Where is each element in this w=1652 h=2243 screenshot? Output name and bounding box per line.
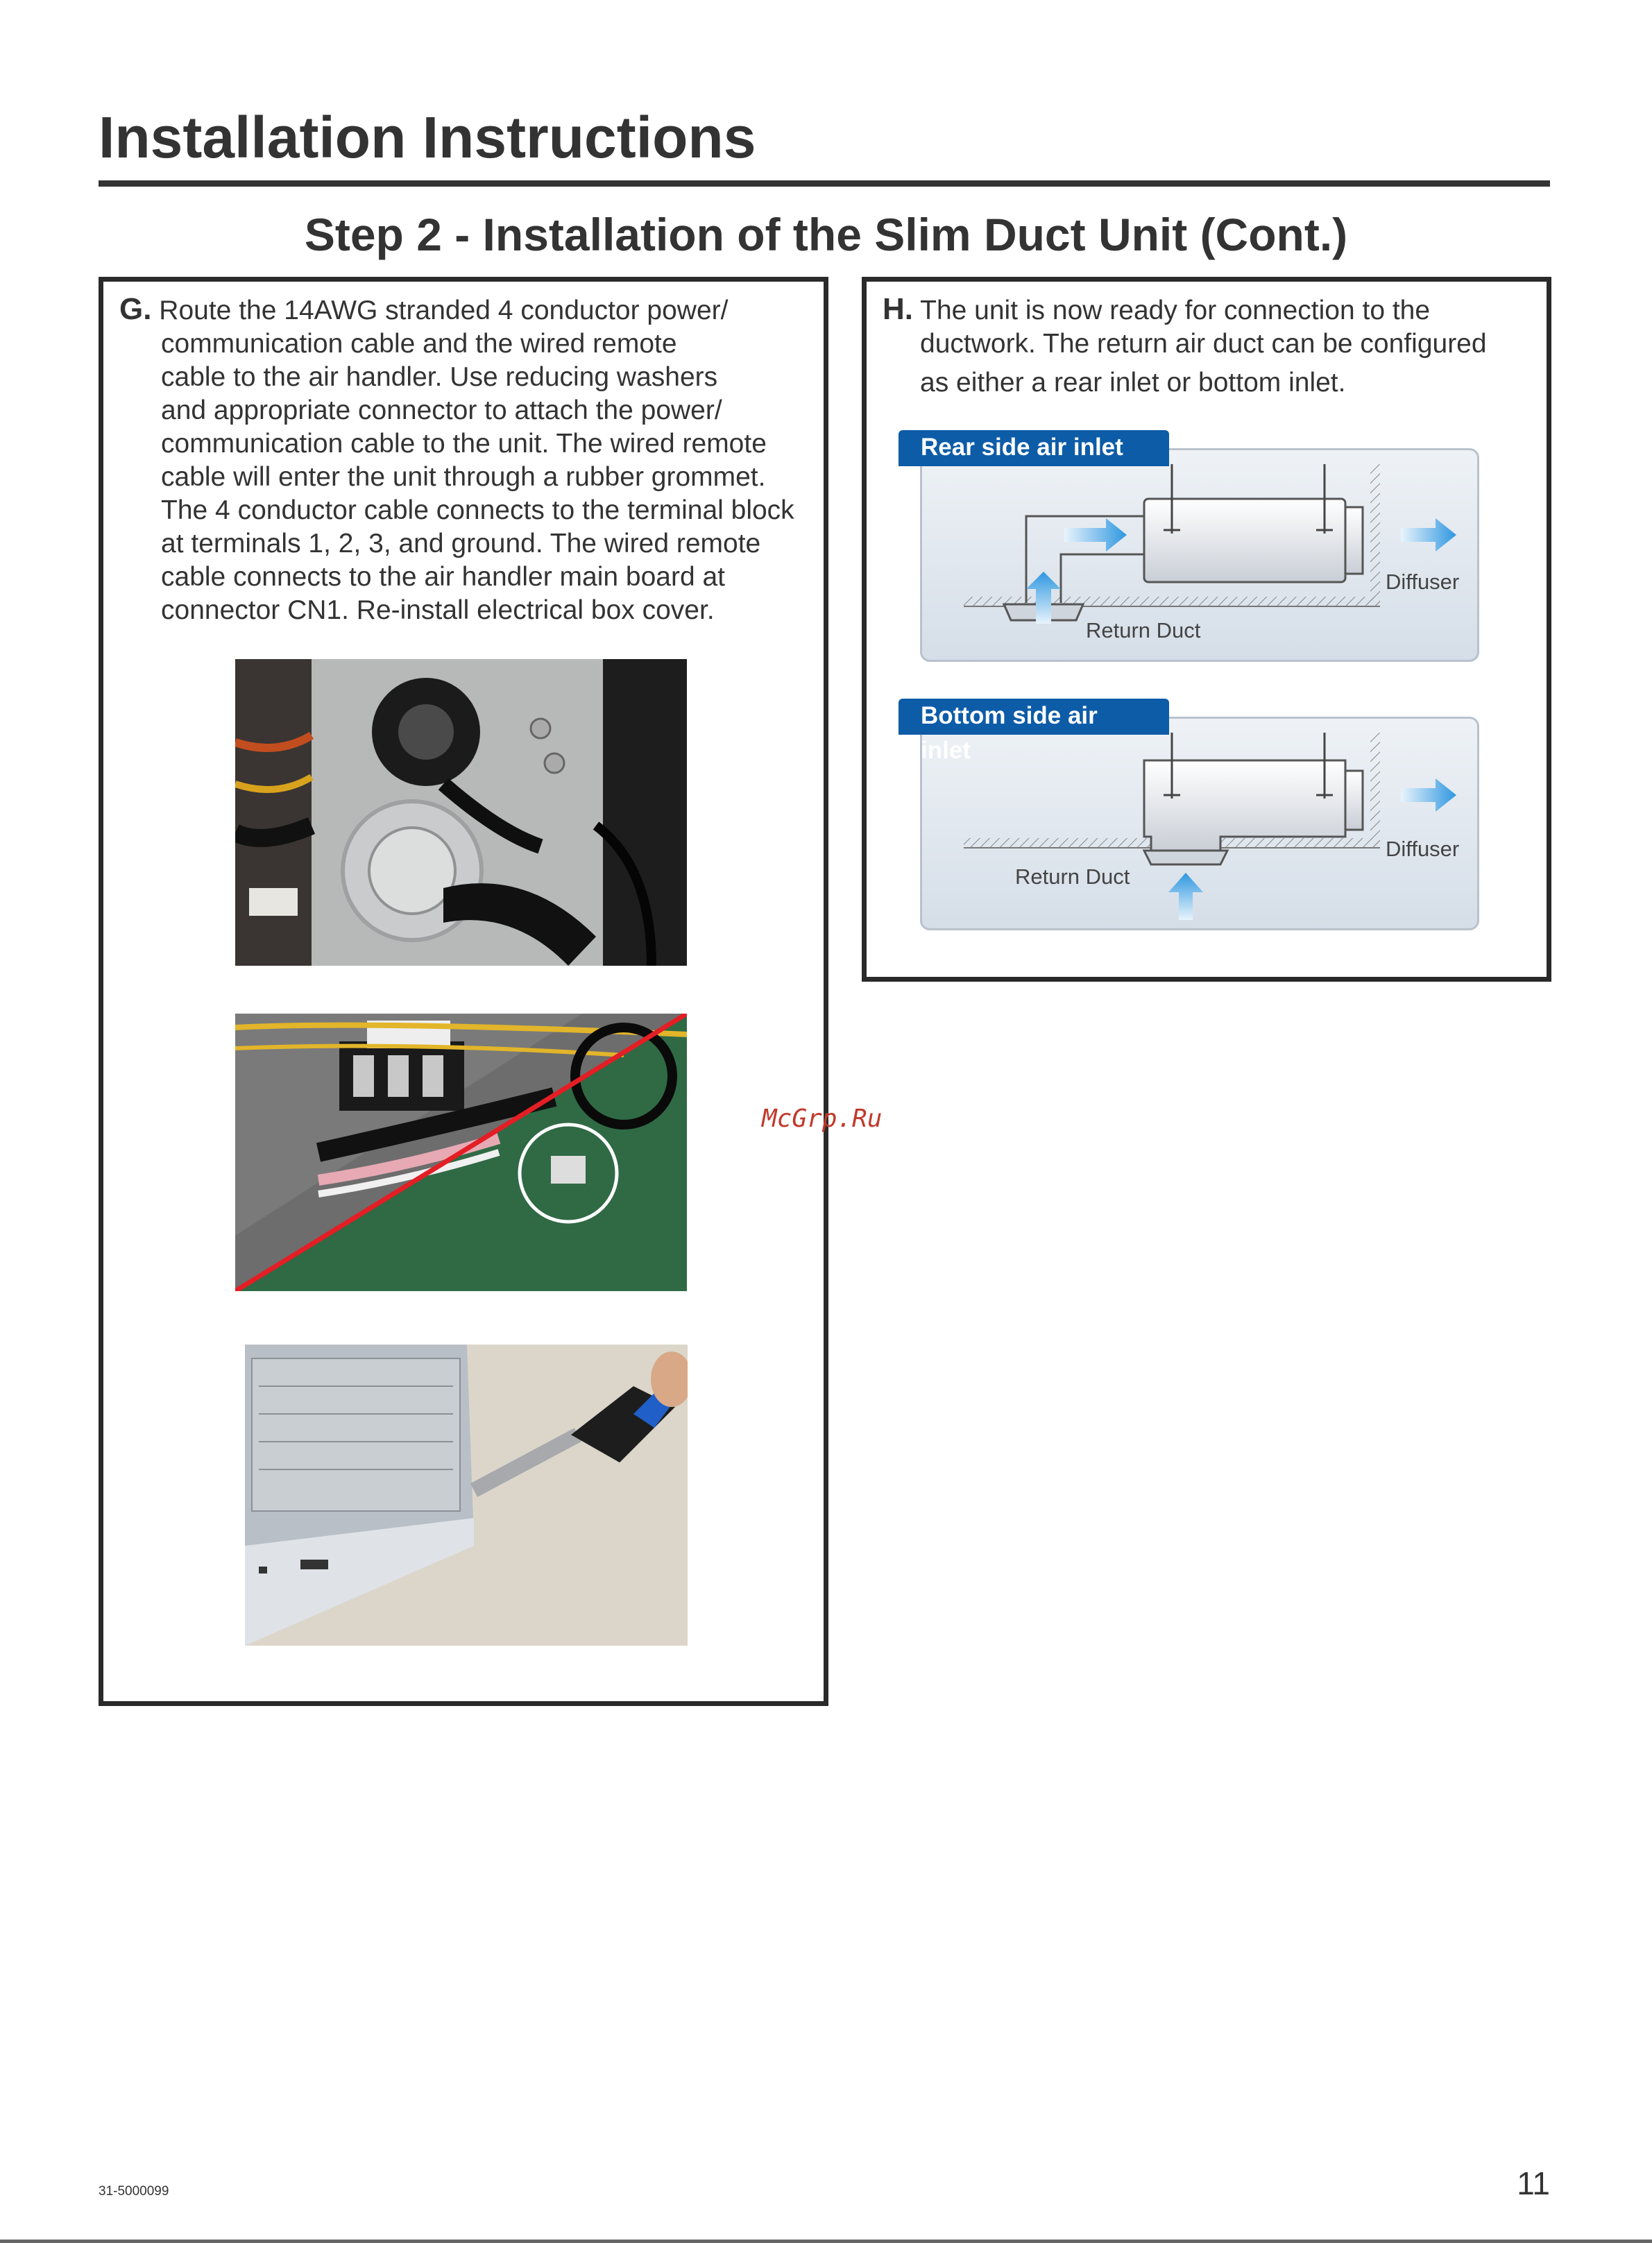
- section-g-line: and appropriate connector to attach the power/: [161, 395, 722, 425]
- page-number: 11: [1517, 2165, 1550, 2201]
- section-g-letter: G.: [119, 292, 152, 326]
- section-h-line: ductwork. The return air duct can be configured: [920, 329, 1487, 359]
- electrical-box-cover-photo: [245, 1345, 688, 1646]
- section-g-line: communication cable and the wired remote: [161, 329, 677, 359]
- terminal-block-photo: [235, 1014, 687, 1291]
- section-h-text: [883, 293, 1535, 400]
- watermark-text: McGrp.Ru: [762, 1105, 883, 1133]
- diffuser-label: Diffuser: [1386, 570, 1460, 594]
- bottom-divider: [0, 2240, 1652, 2243]
- document-code: 31-5000099: [99, 2184, 169, 2199]
- section-h-first-line: The unit is now ready for connection to the: [920, 296, 1431, 325]
- step-title: Step 2 - Installation of the Slim Duct Unit (Cont.): [304, 209, 1348, 260]
- bottom-inlet-diagram: [920, 717, 1479, 930]
- header-divider: [99, 180, 1550, 187]
- section-g-line: cable to the air handler. Use reducing washers: [161, 362, 718, 392]
- return-duct-label: Return Duct: [1086, 618, 1201, 642]
- rear-inlet-tag: Rear side air inlet: [899, 430, 1169, 466]
- section-g-line: The 4 conductor cable connects to the terminal block: [161, 495, 794, 525]
- bottom-inlet-tag: Bottom side air inlet: [899, 699, 1169, 735]
- section-g-line: connector CN1. Re-install electrical box cover.: [161, 595, 715, 625]
- page-header-title: Installation Instructions: [99, 105, 756, 170]
- section-g-line: cable connects to the air handler main board at: [161, 562, 726, 592]
- diffuser-label: Diffuser: [1386, 837, 1460, 861]
- grommet-cable-photo: [235, 659, 687, 966]
- section-g-line: communication cable to the unit. The wired remote: [161, 429, 767, 459]
- section-g-text: [119, 293, 813, 627]
- section-g-line: at terminals 1, 2, 3, and ground. The wired remote: [161, 529, 761, 558]
- return-duct-label: Return Duct: [1015, 864, 1130, 889]
- section-h-line: as either a rear inlet or bottom inlet.: [920, 368, 1346, 398]
- section-g-line: cable will enter the unit through a rubber grommet.: [161, 462, 766, 492]
- section-g-first-line: Route the 14AWG stranded 4 conductor power/: [159, 296, 729, 325]
- rear-inlet-diagram: [920, 448, 1479, 662]
- section-h-letter: H.: [883, 292, 913, 326]
